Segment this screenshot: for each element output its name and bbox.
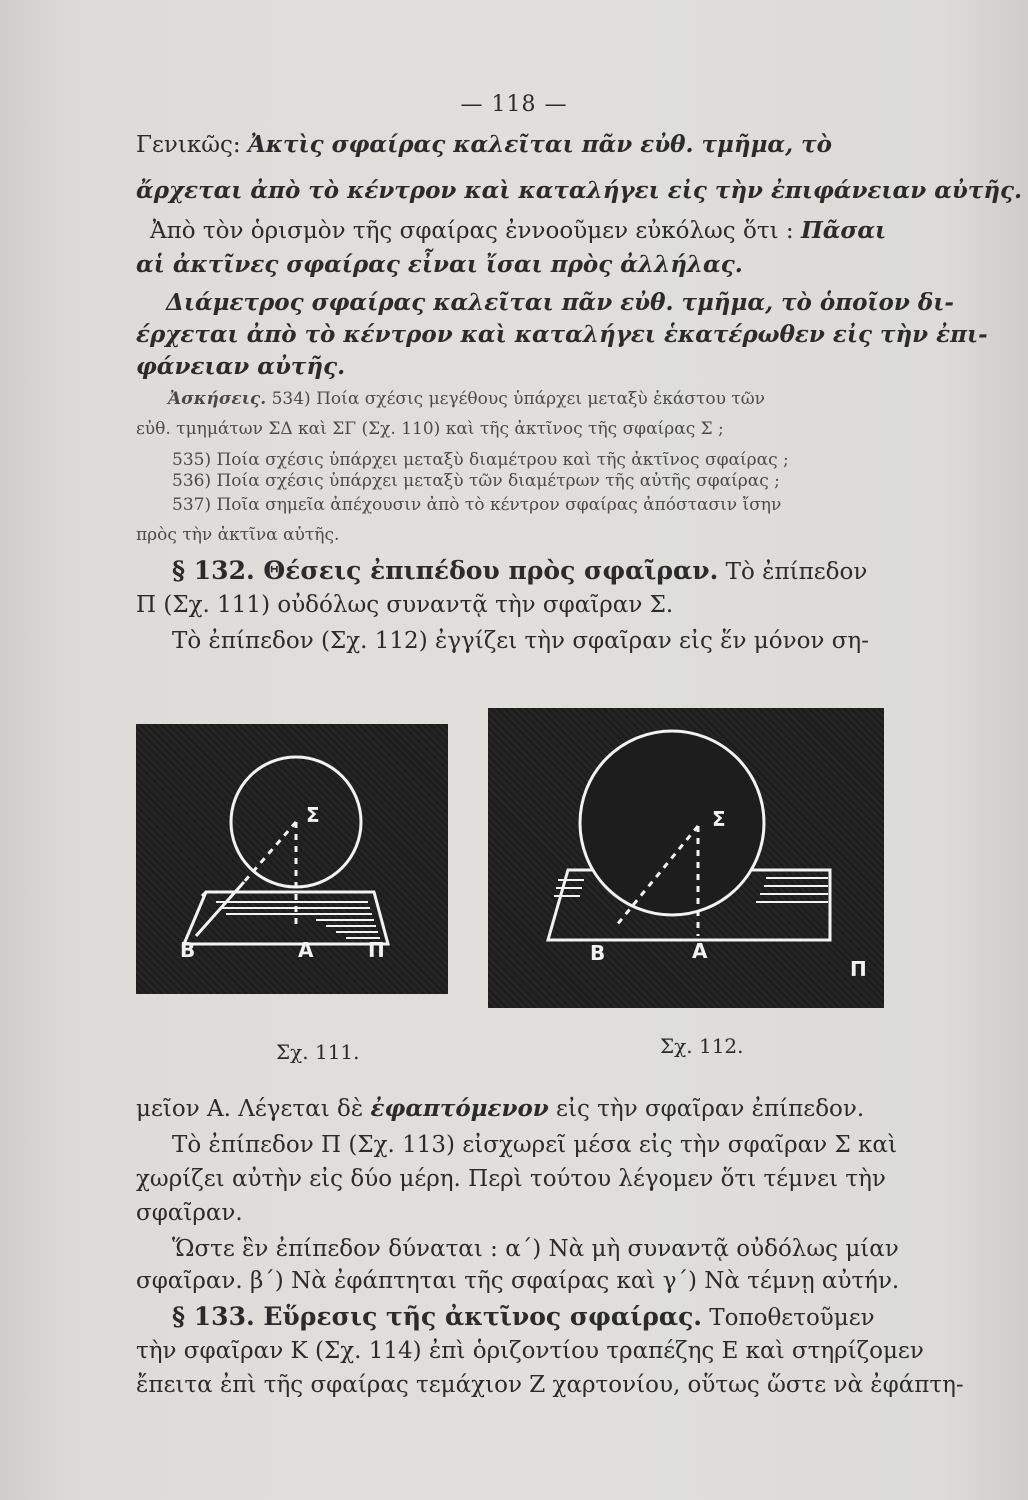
label-a: A — [692, 939, 708, 963]
text-line: Τὸ ἐπίπεδον Π (Σχ. 113) εἰσχωρεῖ μέσα εἰς τὴν σφαῖραν Σ καὶ — [172, 1132, 897, 1158]
text-span: Γενικῶς: — [136, 132, 248, 158]
sphere-outline — [580, 731, 764, 915]
theorem-text: αἱ ἀκτῖνες σφαίρας εἶναι ἴσαι πρὸς ἀλλήλας. — [136, 251, 743, 278]
text-line — [136, 1094, 956, 1124]
plane-outline — [184, 892, 388, 944]
text-span: Ἀπὸ τὸν ὁρισμὸν τῆς σφαίρας ἐννοοῦμεν εὐκόλως ὅτι : — [150, 218, 801, 244]
text-line — [150, 216, 970, 246]
figure-111-drawing — [136, 724, 448, 994]
text-line: σφαῖραν. — [136, 1200, 243, 1226]
label-pi: Π — [850, 957, 867, 981]
term-text: ἐφαπτόμενον — [370, 1095, 549, 1122]
exercise-line: πρὸς τὴν ἀκτῖνα αὐτῆς. — [136, 525, 340, 545]
label-sigma: Σ — [712, 807, 726, 831]
page-number: — 118 — — [460, 92, 568, 117]
figure-111 — [136, 724, 448, 994]
text-line: Π (Σχ. 111) οὐδόλως συναντᾷ τὴν σφαῖραν Σ. — [136, 592, 674, 618]
exercise-line: εὐθ. τμημάτων ΣΔ καὶ ΣΓ (Σχ. 110) καὶ τῆς ἀκτῖνος τῆς σφαίρας Σ ; — [136, 419, 724, 439]
definition-text: έρχεται ἀπὸ τὸ κέντρον καὶ καταλήγει ἑκατέρωθεν εἰς τὴν ἐπι- — [136, 321, 988, 348]
definition-text: φάνειαν αὐτῆς. — [136, 353, 346, 380]
label-a: A — [298, 938, 314, 962]
text-line: ἔπειτα ἐπὶ τῆς σφαίρας τεμάχιον Ζ χαρτονίου, οὕτως ὥστε νὰ ἐφάπτη- — [136, 1372, 964, 1398]
label-pi: Π — [368, 938, 385, 962]
label-sigma: Σ — [306, 803, 320, 827]
label-b: B — [590, 941, 606, 965]
text-line: χωρίζει αὐτὴν εἰς δύο μέρη. Περὶ τούτου λέγομεν ὅτι τέμνει τὴν — [136, 1166, 886, 1192]
text-span: εἰς τὴν σφαῖραν ἐπίπεδον. — [548, 1096, 865, 1122]
section-heading-line — [172, 556, 992, 587]
text-span: 534) Ποία σχέσις μεγέθους ὑπάρχει μεταξὺ ἑκάστου τῶν — [266, 389, 765, 409]
figure-112-caption: Σχ. 112. — [660, 1034, 744, 1058]
section-heading: § 133. Εὕρεσις τῆς ἀκτῖνος σφαίρας. — [172, 1302, 702, 1331]
text-line: Ὥστε ἓν ἐπίπεδον δύναται : α΄) Νὰ μὴ συναντᾷ οὐδόλως μίαν — [172, 1236, 899, 1262]
figure-112 — [488, 708, 884, 1008]
exercise-line — [168, 384, 988, 414]
text-line — [136, 130, 956, 160]
text-span: μεῖον Α. Λέγεται δὲ — [136, 1096, 371, 1122]
text-span: Τοποθετοῦμεν — [702, 1305, 875, 1331]
exercise-line: 537) Ποῖα σημεῖα ἀπέχουσιν ἀπὸ τὸ κέντρον σφαίρας ἀπόστασιν ἴσην — [172, 495, 782, 515]
figure-111-caption: Σχ. 111. — [276, 1040, 360, 1064]
radius-line — [244, 822, 296, 882]
section-heading: § 132. Θέσεις ἐπιπέδου πρὸς σφαῖραν. — [172, 556, 719, 585]
definition-text: ἄρχεται ἀπὸ τὸ κέντρον καὶ καταλήγει εἰς τὴν ἐπιφάνειαν αὐτῆς. — [136, 177, 1023, 204]
text-line: σφαῖραν. β΄) Νὰ ἐφάπτηται τῆς σφαίρας καὶ γ΄) Νὰ τέμνῃ αὐτήν. — [136, 1268, 900, 1294]
exercises-label: Ἀσκήσεις. — [168, 389, 267, 409]
figure-112-drawing — [488, 708, 884, 1008]
text-line: τὴν σφαῖραν Κ (Σχ. 114) ἐπὶ ὁριζοντίου τραπέζης Ε καὶ στηρίζομεν — [136, 1338, 924, 1364]
section-heading-line — [172, 1302, 992, 1333]
definition-text: Ἀκτὶς σφαίρας καλεῖται πᾶν εὐθ. τμῆμα, τὸ — [247, 131, 832, 158]
definition-text: Διάμετρος σφαίρας καλεῖται πᾶν εὐθ. τμῆμα, τὸ ὁποῖον δι- — [166, 289, 954, 316]
exercise-line: 536) Ποία σχέσις ὑπάρχει μεταξὺ τῶν διαμέτρων τῆς αὐτῆς σφαίρας ; — [172, 471, 780, 491]
exercise-line: 535) Ποία σχέσις ὑπάρχει μεταξὺ διαμέτρου καὶ τῆς ἀκτῖνος σφαίρας ; — [172, 450, 789, 470]
text-span: Τὸ ἐπίπεδον — [718, 559, 868, 585]
theorem-text: Πᾶσαι — [800, 217, 887, 244]
text-line: Τὸ ἐπίπεδον (Σχ. 112) ἐγγίζει τὴν σφαῖραν εἰς ἕν μόνον ση- — [172, 628, 869, 654]
label-b: B — [180, 938, 196, 962]
